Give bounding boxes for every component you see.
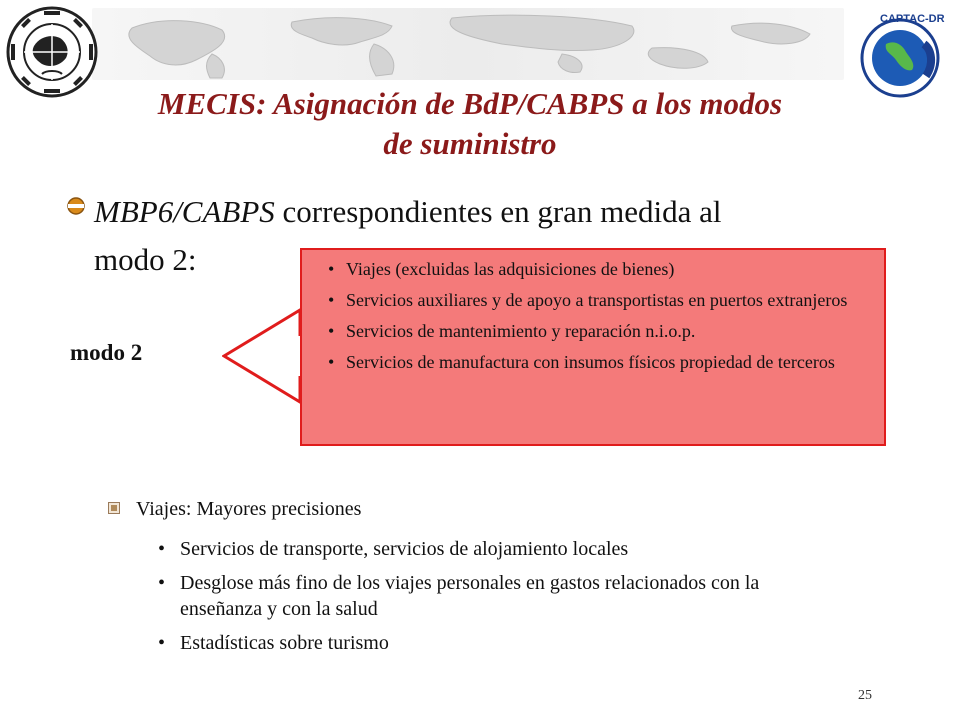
subsection-item: • Servicios de transporte, servicios de alojamiento locales bbox=[158, 536, 798, 562]
main-point-line2: modo 2: bbox=[94, 242, 197, 277]
captac-logo bbox=[846, 4, 952, 104]
slide-title-line2: de suministro bbox=[383, 126, 557, 161]
main-bullet-icon bbox=[66, 196, 86, 216]
captac-logo-text: CAPTAC-DR bbox=[880, 13, 945, 25]
subsection-item: • Estadísticas sobre turismo bbox=[158, 630, 798, 656]
subsection-heading: Viajes: Mayores precisiones bbox=[136, 498, 362, 520]
slide-title-line1: MECIS: Asignación de BdP/CABPS a los modos bbox=[157, 86, 783, 121]
callout-list bbox=[302, 258, 884, 373]
main-point-italic: MBP6/CABPS bbox=[94, 194, 275, 229]
sub-bullet-icon bbox=[108, 502, 120, 514]
callout-item: • Servicios auxiliares y de apoyo a transportistas en puertos extranjeros bbox=[302, 289, 866, 311]
modo2-callout-box bbox=[300, 248, 886, 446]
world-map-banner bbox=[92, 8, 844, 80]
slide-title bbox=[80, 84, 860, 164]
callout-item: • Servicios de manufactura con insumos físicos propiedad de terceros bbox=[302, 351, 866, 373]
subsection-item: • Desglose más fino de los viajes personales en gastos relacionados con la enseñanza y con la salud bbox=[158, 570, 798, 622]
callout-item: • Servicios de mantenimiento y reparación n.i.o.p. bbox=[302, 320, 866, 342]
modo-label: modo 2 bbox=[70, 340, 143, 365]
page-number: 25 bbox=[858, 688, 872, 703]
subsection-list bbox=[158, 536, 798, 664]
arrow-left-icon bbox=[222, 308, 302, 404]
main-point-rest: correspondientes en gran medida al bbox=[274, 194, 722, 229]
callout-item: • Viajes (excluidas las adquisiciones de bienes) bbox=[302, 258, 866, 280]
